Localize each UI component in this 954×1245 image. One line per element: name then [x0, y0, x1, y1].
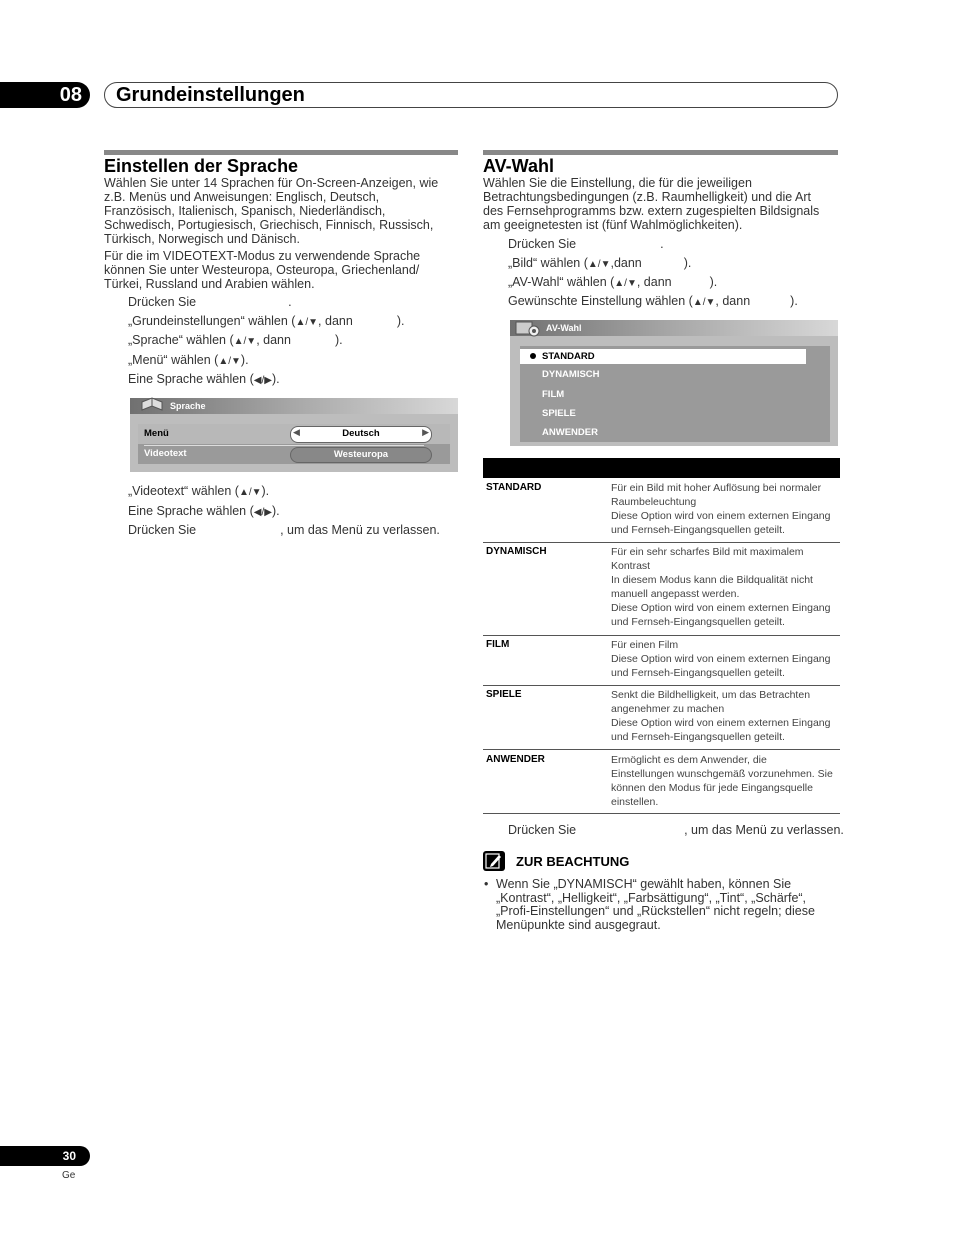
- osd-row-menu[interactable]: [138, 424, 450, 444]
- table-header: [483, 458, 840, 478]
- updown-arrow-icon: ▲/▼: [587, 259, 611, 270]
- chapter-number: 08: [0, 82, 90, 108]
- table-key-dynamisch: DYNAMISCH: [486, 546, 547, 557]
- updown-arrow-icon: ▲/▼: [218, 356, 241, 367]
- step-right-2: „Bild“ wählen (▲/▼,dann ).: [508, 256, 692, 270]
- step-right-1: Drücken Sie .: [508, 237, 664, 251]
- osd-sprache-menu: [130, 398, 458, 472]
- section-bar-left: [104, 150, 458, 155]
- table-divider: [483, 685, 840, 686]
- updown-arrow-icon: ▲/▼: [233, 336, 257, 347]
- arrow-left-icon[interactable]: ◀: [293, 427, 300, 437]
- osd-item-dynamisch[interactable]: DYNAMISCH: [542, 369, 600, 380]
- osd-row-menu-label: Menü: [144, 428, 169, 439]
- section-title-av-wahl: AV-Wahl: [483, 156, 554, 176]
- osd-av-wahl-header: AV-Wahl: [510, 320, 838, 336]
- table-key-spiele: SPIELE: [486, 689, 522, 700]
- table-divider: [483, 635, 840, 636]
- osd-sprache-header: Sprache: [130, 398, 458, 414]
- updown-arrow-icon: ▲/▼: [692, 297, 716, 308]
- osd-av-wahl-menu: [510, 320, 838, 446]
- osd-item-standard[interactable]: [520, 349, 806, 364]
- page-number: 30: [0, 1146, 90, 1166]
- sprache-videotext-intro: Für die im VIDEOTEXT-Modus zu verwendende Sprache können Sie unter Westeuropa, Osteuropa, Griechenland/ Türkei, Russland und Arabien wählen.: [104, 249, 421, 291]
- note-pencil-icon: [483, 851, 505, 871]
- menu-book-icon: [140, 396, 164, 414]
- step-left-7: Eine Sprache wählen (◀/▶).: [128, 504, 280, 518]
- osd-menu-value-selector[interactable]: [290, 426, 432, 443]
- step-left-2: „Grundeinstellungen“ wählen (▲/▼, dann ).: [128, 314, 405, 328]
- table-divider: [483, 813, 840, 814]
- step-left-4: „Menü“ wählen (▲/▼).: [128, 353, 249, 367]
- table-desc-dynamisch: Für ein sehr scharfes Bild mit maximalem Kontrast In diesem Modus kann die Bildqualität nicht manuell angepasst werden. Diese Option wird von einem externen Eingang und Fernseh-Eingangsquellen geteilt.: [611, 546, 831, 628]
- updown-arrow-icon: ▲/▼: [238, 487, 262, 498]
- osd-item-film[interactable]: FILM: [542, 389, 565, 400]
- step-left-8: Drücken Sie , um das Menü zu verlassen.: [128, 523, 440, 537]
- selected-dot-icon: [530, 353, 536, 359]
- osd-row-videotext-label: Videotext: [144, 448, 187, 459]
- chapter-title: Grundeinstellungen: [116, 84, 305, 106]
- section-bar-right: [483, 150, 838, 155]
- leftright-arrow-icon: ◀/▶: [253, 507, 272, 518]
- settings-gear-icon: [514, 319, 542, 339]
- table-desc-spiele: Senkt die Bildhelligkeit, um das Betrachten angenehmer zu machen Diese Option wird von einem externen Eingang und Fernseh-Eingangsquellen geteilt.: [611, 689, 831, 743]
- arrow-right-icon[interactable]: ▶: [422, 427, 429, 437]
- osd-videotext-value-box: [290, 447, 432, 463]
- osd-menu-value: Deutsch: [342, 428, 380, 439]
- step-right-3: „AV-Wahl“ wählen (▲/▼, dann ).: [508, 275, 718, 289]
- sprache-intro: Wählen Sie unter 14 Sprachen für On-Screen-Anzeigen, wie z.B. Menüs und Anweisungen: Englisch, Deutsch, Französisch, Italienisch, Spanisch, Niederländisch, Schwedisch, Portugiesisch, Griechisch, Finnisch, Russisch, Türkisch, Norwegisch und Dänisch.: [104, 176, 439, 246]
- table-desc-anwender: Ermöglicht es dem Anwender, die Einstellungen wunschgemäß vorzunehmen. Sie können den Modus für jede Eingangsquelle einstellen.: [611, 754, 833, 808]
- step-left-1: Drücken Sie .: [128, 295, 292, 309]
- note-title: ZUR BEACHTUNG: [516, 854, 630, 869]
- table-key-anwender: ANWENDER: [486, 754, 545, 765]
- osd-item-standard-label: STANDARD: [542, 351, 595, 362]
- table-key-film: FILM: [486, 639, 510, 650]
- step-right-exit: Drücken Sie , um das Menü zu verlassen.: [508, 823, 844, 837]
- step-left-6: „Videotext“ wählen (▲/▼).: [128, 484, 270, 498]
- note-text: Wenn Sie „DYNAMISCH“ gewählt haben, können Sie „Kontrast“, „Helligkeit“, „Farbsättigung“, „Tint“, „Schärfe“, „Profi-Einstellungen“ und „Rückstellen“ nicht regeln; diese Menüpunkte sind ausgegraut.: [496, 877, 815, 932]
- osd-item-spiele[interactable]: SPIELE: [542, 408, 576, 419]
- section-title-sprache: Einstellen der Sprache: [104, 156, 299, 176]
- table-key-standard: STANDARD: [486, 482, 542, 493]
- leftright-arrow-icon: ◀/▶: [253, 375, 272, 386]
- step-right-4: Gewünschte Einstellung wählen (▲/▼, dann ).: [508, 294, 798, 308]
- osd-videotext-value: Westeuropa: [333, 449, 389, 460]
- updown-arrow-icon: ▲/▼: [295, 317, 319, 328]
- table-divider: [483, 749, 840, 750]
- step-left-3: „Sprache“ wählen (▲/▼, dann ).: [128, 333, 343, 347]
- updown-arrow-icon: ▲/▼: [614, 278, 637, 289]
- av-wahl-intro: Wählen Sie die Einstellung, die für die jeweiligen Betrachtungsbedingungen (z.B. Raumhelligkeit) und die Art des Fernsehprogramms bzw. extern zugespielten Bildsignals am geeignetesten ist (fünf Wahlmöglichkeiten).: [483, 176, 820, 232]
- osd-item-anwender[interactable]: ANWENDER: [542, 427, 598, 438]
- step-left-5: Eine Sprache wählen (◀/▶).: [128, 372, 280, 386]
- table-desc-standard: Für ein Bild mit hoher Auflösung bei normaler Raumbeleuchtung Diese Option wird von einem externen Eingang und Fernseh-Eingangsquellen geteilt.: [611, 482, 831, 536]
- note-bullet: •: [484, 877, 489, 891]
- language-code: Ge: [62, 1170, 76, 1181]
- osd-row-videotext[interactable]: [138, 445, 450, 464]
- table-divider: [483, 542, 840, 543]
- table-desc-film: Für einen Film Diese Option wird von einem externen Eingang und Fernseh-Eingangsquellen geteilt.: [611, 639, 831, 679]
